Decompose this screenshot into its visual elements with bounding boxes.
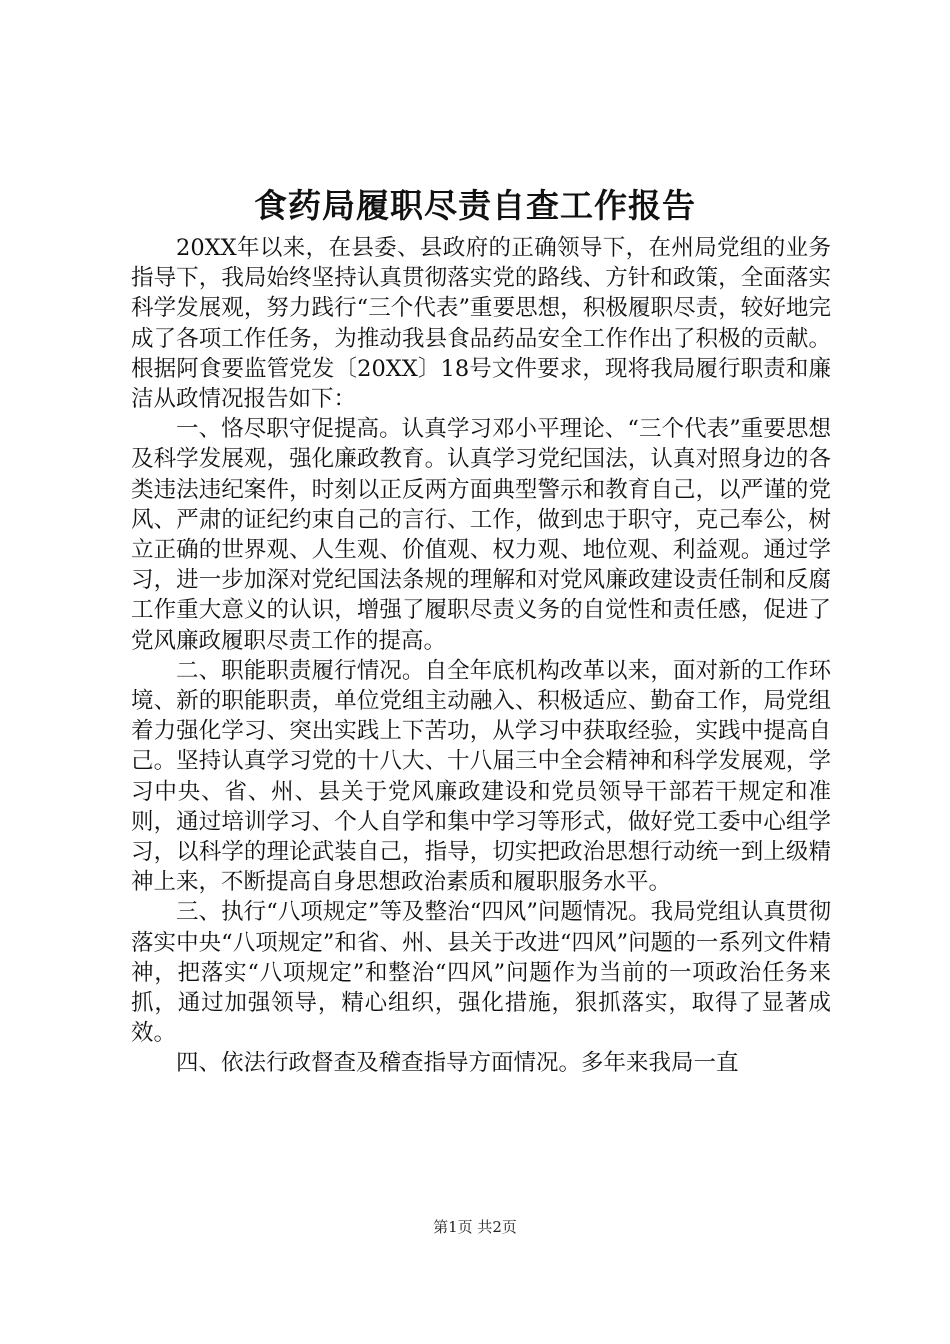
page-footer: 第1页 共2页 [433, 1218, 517, 1236]
document-body [131, 233, 831, 1079]
paragraph-section-4: 四、依法行政督查及稽查指导方面情况。多年来我局一直 [176, 1050, 739, 1077]
paragraph-section-3: 三、执行“八项规定”等及整治“四风”问题情况。我局党组认真贯彻落实中央“八项规定”和省、州、县关于改进“四风”问题的一系列文件精神，把落实“八项规定”和整治“四风”问题作为当前的一项政治任务来抓，通过加强领导，精心组织，强化措施，狠抓落实，取得了显著成效。 [131, 899, 831, 1047]
paragraph-intro: 20XX年以来，在县委、县政府的正确领导下，在州局党组的业务指导下，我局始终坚持认真贯彻落实党的路线、方针和政策，全面落实科学发展观，努力践行“三个代表”重要思想，积极履职尽责，较好地完成了各项工作任务，为推动我县食品药品安全工作作出了积极的贡献。根据阿食要监管党发〔20XX〕18号文件要求，现将我局履行职责和廉洁从政情况报告如下： [131, 235, 831, 413]
paragraph-section-1: 一、恪尽职守促提高。认真学习邓小平理论、“三个代表”重要思想及科学发展观，强化廉政教育。认真学习党纪国法，认真对照身边的各类违法违纪案件，时刻以正反两方面典型警示和教育自己，以严谨的党风、严肃的证纪约束自己的言行、工作，做到忠于职守，克己奉公，树立正确的世界观、人生观、价值观、权力观、地位观、利益观。通过学习，进一步加深对党纪国法条规的理解和对党风廉政建设责任制和反腐工作重大意义的认识，增强了履职尽责义务的自觉性和责任感，促进了党风廉政履职尽责工作的提高。 [131, 416, 831, 654]
paragraph-section-2: 二、职能职责履行情况。自全年底机构改革以来，面对新的工作环境、新的职能职责，单位党组主动融入、积极适应、勤奋工作，局党组着力强化学习、突出实践上下苦功，从学习中获取经验，实践中提高自己。坚持认真学习党的十八大、十八届三中全会精神和科学发展观，学习中央、省、州、县关于党风廉政建设和党员领导干部若干规定和准则，通过培训学习、个人自学和集中学习等形式，做好党工委中心组学习，以科学的理论武装自己，指导，切实把政治思想行动统一到上级精神上来，不断提高自身思想政治素质和履职服务水平。 [131, 657, 831, 896]
document-title: 食药局履职尽责自查工作报告 [254, 186, 696, 225]
